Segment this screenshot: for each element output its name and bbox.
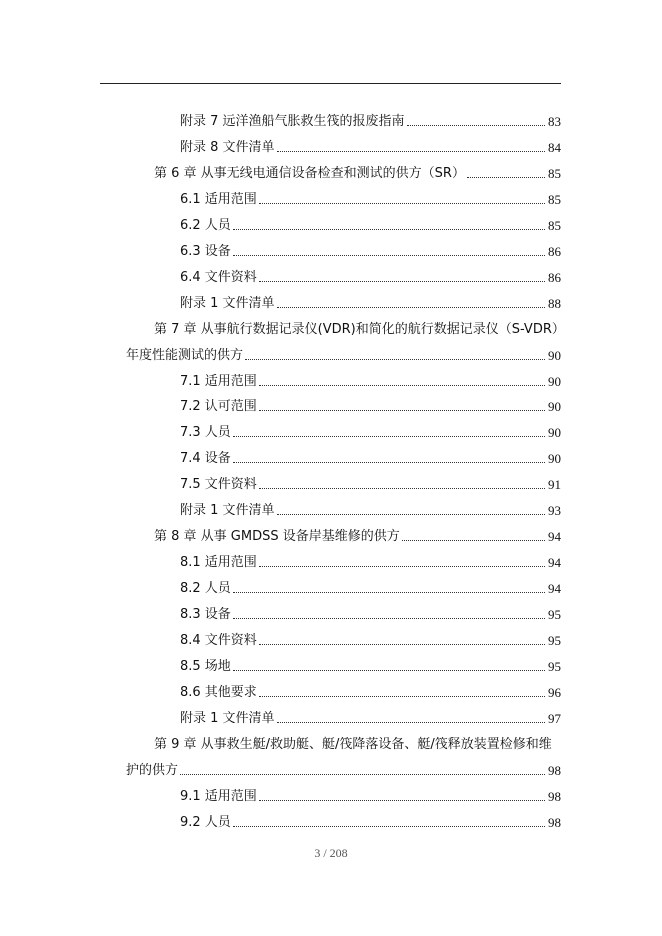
toc-entry-page-number: 95 <box>548 633 561 648</box>
toc-leader-dots <box>259 488 545 489</box>
toc-entry-label: 第 6 章 从事无线电通信设备检查和测试的供方（SR） <box>154 165 465 181</box>
toc-entry[interactable] <box>180 545 561 571</box>
toc-entry-label: 第 7 章 从事航行数据记录仪(VDR)和简化的航行数据记录仪（S-VDR） <box>154 321 565 337</box>
toc-entry[interactable] <box>180 208 561 234</box>
toc-leader-dots <box>233 229 545 230</box>
toc-entry-label: 附录 1 文件清单 <box>180 503 275 519</box>
toc-entry-label: 第 8 章 从事 GMDSS 设备岸基维修的供方 <box>154 529 400 545</box>
toc-entry[interactable] <box>180 597 561 623</box>
toc-entry-label: 8.1 适用范围 <box>180 555 257 571</box>
toc-entry[interactable] <box>126 338 561 364</box>
toc-entry-page-number: 94 <box>548 529 561 545</box>
toc-entry-page-number: 94 <box>548 581 561 597</box>
toc-entry-page-number: 83 <box>548 114 561 129</box>
toc-leader-dots <box>259 410 545 411</box>
toc-leader-dots <box>233 436 545 437</box>
toc-entry-label: 9.1 适用范围 <box>180 788 257 804</box>
toc-leader-dots <box>277 722 545 723</box>
toc-entry[interactable] <box>180 364 561 390</box>
toc-entry[interactable] <box>180 441 561 467</box>
toc-entry[interactable] <box>154 727 561 753</box>
toc-entry[interactable] <box>180 571 561 597</box>
toc-entry-label: 附录 7 远洋渔船气胀救生筏的报废指南 <box>180 114 405 129</box>
toc-entry[interactable] <box>180 779 561 805</box>
toc-entry-label: 6.2 人员 <box>180 217 231 233</box>
toc-entry-label: 7.4 设备 <box>180 451 231 467</box>
toc-leader-dots <box>402 540 545 541</box>
toc-entry-page-number: 93 <box>548 503 561 519</box>
toc-entry-page-number: 88 <box>548 295 561 311</box>
toc-entry-label: 8.5 场地 <box>180 658 231 674</box>
toc-entry-label: 7.2 认可范围 <box>180 399 257 415</box>
toc-leader-dots <box>233 255 545 256</box>
toc-entry-page-number: 86 <box>548 269 561 285</box>
toc-entry[interactable] <box>180 389 561 415</box>
toc-entry[interactable] <box>180 623 561 649</box>
toc-entry-page-number: 94 <box>548 555 561 571</box>
toc-entry-label: 8.4 文件资料 <box>180 633 257 648</box>
toc-entry-label: 9.2 人员 <box>180 814 231 830</box>
toc-entry-page-number: 85 <box>548 191 561 207</box>
toc-leader-dots <box>245 359 545 360</box>
toc-entry[interactable] <box>180 182 561 208</box>
toc-leader-dots <box>233 592 545 593</box>
toc-leader-dots <box>407 125 545 126</box>
toc-entry[interactable] <box>180 467 561 493</box>
toc-entry[interactable] <box>180 104 561 130</box>
toc-entry-label: 7.5 文件资料 <box>180 477 257 493</box>
header-rule <box>100 83 561 84</box>
toc-entry-label: 6.4 文件资料 <box>180 269 257 285</box>
toc-entry-label: 附录 1 文件清单 <box>180 295 275 311</box>
toc-entry-page-number: 84 <box>548 139 561 155</box>
toc-entry[interactable] <box>180 415 561 441</box>
toc-entry-page-number: 90 <box>548 451 561 467</box>
toc-entry-page-number: 86 <box>548 243 561 259</box>
toc-leader-dots <box>233 618 545 619</box>
toc-entry-label: 8.2 人员 <box>180 581 231 597</box>
toc-entry-label: 年度性能测试的供方 <box>126 347 244 363</box>
toc-leader-dots <box>259 696 545 697</box>
toc-entry-label: 8.3 设备 <box>180 607 231 623</box>
toc-entry[interactable] <box>180 649 561 675</box>
toc-entry[interactable] <box>180 701 561 727</box>
toc-entry[interactable] <box>180 234 561 260</box>
toc-leader-dots <box>259 281 545 282</box>
toc-entry[interactable] <box>126 753 561 779</box>
toc-entry-page-number: 95 <box>548 607 561 623</box>
toc-entry[interactable] <box>180 675 561 701</box>
toc-leader-dots <box>259 203 545 204</box>
toc-entry-label: 第 9 章 从事救生艇/救助艇、艇/筏降落设备、艇/筏释放装置检修和维 <box>154 736 552 752</box>
toc-entry-page-number: 98 <box>548 762 561 778</box>
toc-entry-page-number: 98 <box>548 788 561 804</box>
toc-leader-dots <box>259 566 545 567</box>
toc-leader-dots <box>467 177 545 178</box>
toc-entry-page-number: 90 <box>548 399 561 415</box>
toc-entry-page-number: 85 <box>548 165 561 181</box>
toc-leader-dots <box>259 800 545 801</box>
toc-entry[interactable] <box>154 312 565 338</box>
toc-entry-label: 6.3 设备 <box>180 243 231 259</box>
toc-entry-label: 7.1 适用范围 <box>180 373 257 389</box>
toc-entry[interactable] <box>180 130 561 156</box>
toc-leader-dots <box>277 151 545 152</box>
toc-entry-label: 8.6 其他要求 <box>180 684 257 700</box>
toc-entry-label: 附录 1 文件清单 <box>180 710 275 726</box>
toc-leader-dots <box>277 514 545 515</box>
toc-leader-dots <box>233 670 545 671</box>
toc-entry-label: 附录 8 文件清单 <box>180 139 275 155</box>
toc-entry-page-number: 98 <box>548 814 561 830</box>
toc-entry-page-number: 97 <box>548 710 561 726</box>
toc-entry[interactable] <box>180 286 561 312</box>
toc-entry[interactable] <box>180 260 561 286</box>
toc-entry[interactable] <box>154 519 561 545</box>
toc-entry-page-number: 95 <box>548 658 561 674</box>
toc-entry-label: 7.3 人员 <box>180 425 231 441</box>
toc-leader-dots <box>233 826 545 827</box>
toc-entry-page-number: 91 <box>548 477 561 493</box>
page-number: 3 / 208 <box>314 846 348 860</box>
toc-entry-page-number: 90 <box>548 373 561 389</box>
toc-leader-dots <box>277 307 545 308</box>
toc-entry-label: 护的供方 <box>126 762 179 778</box>
toc-entry[interactable] <box>180 493 561 519</box>
toc-entry-page-number: 90 <box>548 347 561 363</box>
toc-leader-dots <box>180 774 545 775</box>
toc-leader-dots <box>259 644 545 645</box>
toc-entry-label: 6.1 适用范围 <box>180 191 257 207</box>
toc-entry-page-number: 85 <box>548 217 561 233</box>
toc-leader-dots <box>259 385 545 386</box>
toc-entry-page-number: 96 <box>548 684 561 700</box>
toc-entry[interactable] <box>180 805 561 831</box>
toc-entry-page-number: 90 <box>548 425 561 441</box>
toc-entry[interactable] <box>154 156 561 182</box>
toc-leader-dots <box>233 462 545 463</box>
